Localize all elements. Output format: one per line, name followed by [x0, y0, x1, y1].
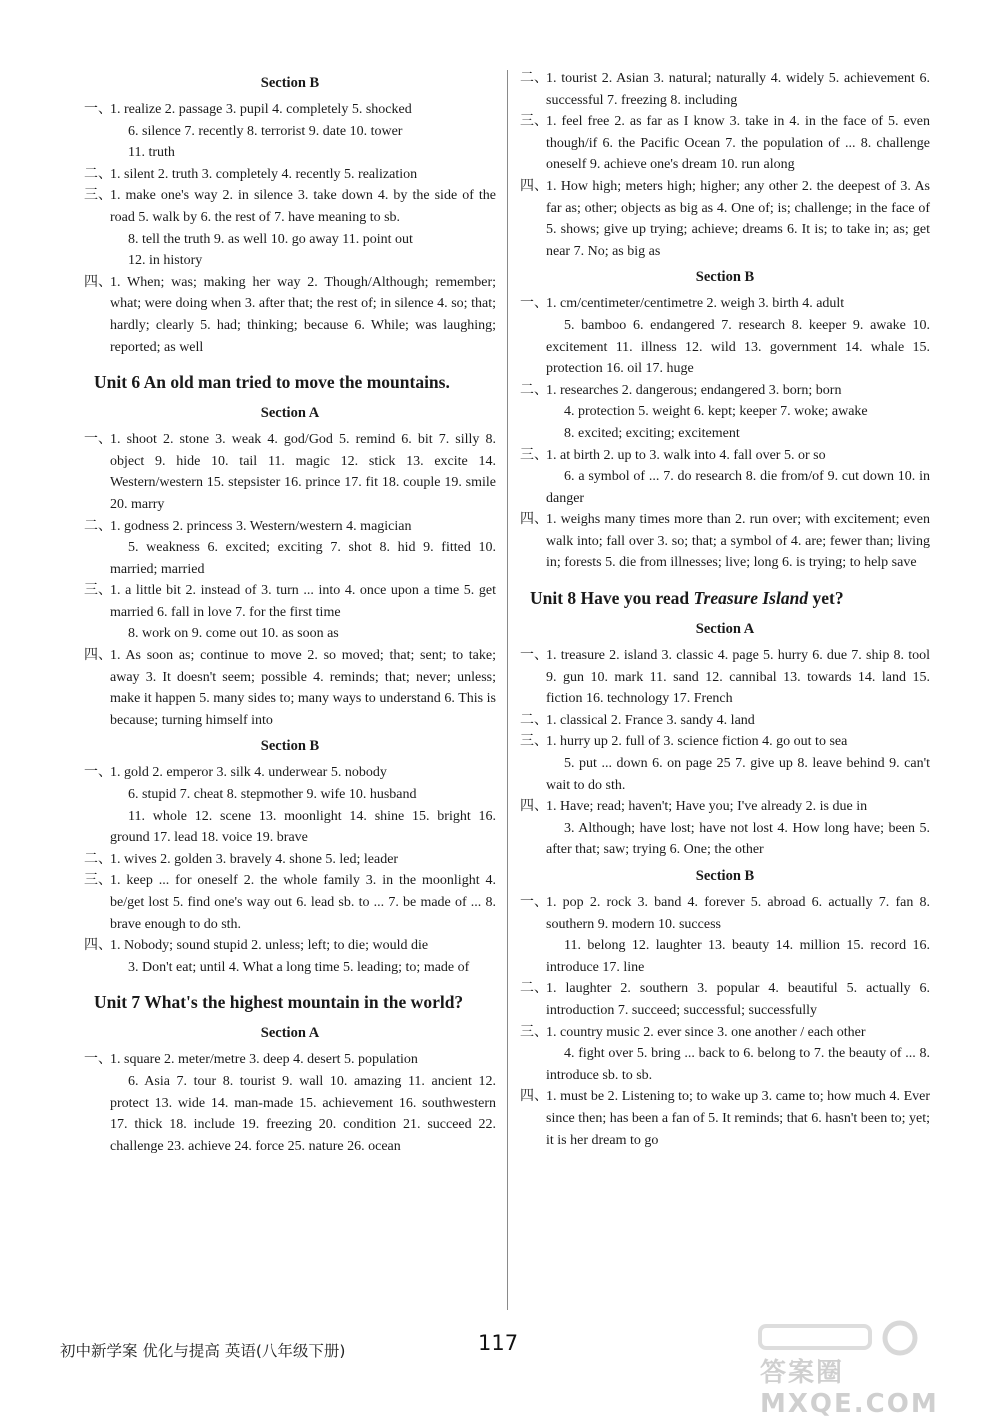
exercise-number: 二、 [520, 382, 548, 398]
answer-line: 1. shoot 2. stone 3. weak 4. god/God 5. remind 6. bit 7. silly 8. object 9. hide 10. tail 11. magic 12. stick 13. excite 14. Western/western 15. stepsister 16. prince 17. fit 18. couple 19. smile 20. marry [110, 432, 496, 512]
answer-line: 1. Have; read; haven't; Have you; I've already 2. is due in [546, 799, 868, 815]
answer-line: 8. excited; exciting; excitement [564, 425, 740, 441]
exercise-number: 三、 [84, 583, 112, 599]
exercise-number: 三、 [520, 447, 548, 463]
answer-line: 5. put ... down 6. on page 25 7. give up 8. leave behind 9. can't wait to do sth. [546, 756, 930, 793]
exercise-block [84, 516, 496, 581]
exercise-number: 四、 [84, 648, 112, 664]
answer-line: 6. silence 7. recently 8. terrorist 9. date 10. tower [128, 123, 403, 139]
answer-line: 1. weighs many times more than 2. run over; with excitement; even walk into; fall over 3. so; that; a symbol of 4. are; fewer than; living in; forests 5. die from illnesses; live; long 6. is trying; to help save [546, 512, 930, 571]
answer-line: 1. When; was; making her way 2. Though/Although; remember; what; were doing when 3. after that; the rest of; in silence 4. so; that; hardly; clearly 5. had; thinking; because 6. While; was laughing; reported; as well [110, 274, 496, 355]
exercise-block [520, 892, 930, 978]
section-heading: Section B [260, 738, 320, 755]
page-number: 117 [478, 1331, 519, 1355]
exercise-block [84, 99, 496, 164]
exercise-block [84, 1049, 496, 1157]
section-heading: Section A [260, 405, 320, 422]
answer-line: 6. stupid 7. cheat 8. stepmother 9. wife 10. husband [128, 787, 417, 803]
answer-line: 1. tourist 2. Asian 3. natural; naturally 4. widely 5. achievement 6. successful 7. freezing 8. including [546, 71, 930, 108]
answer-line: 1. wives 2. golden 3. bravely 4. shone 5. led; leader [110, 851, 399, 867]
unit-heading-part: yet? [808, 588, 844, 609]
book-title: 初中新学案 优化与提高 英语(八年级下册) [60, 1342, 346, 1360]
exercise-number: 四、 [84, 938, 112, 954]
section-heading: Section A [260, 1025, 320, 1042]
exercise-block [84, 849, 496, 871]
answer-line: 11. truth [128, 145, 175, 161]
answer-line: 1. How high; meters high; higher; any other 2. the deepest of 3. As far as; other; objects as big as 4. One of; is; challenge; in the face of 5. shows; give up trying; achieve; dreams 6. It is; to take in; as; get near 7. No; as big as [546, 178, 930, 259]
exercise-block [84, 645, 496, 731]
exercise-block [84, 762, 496, 848]
answer-line: 1. square 2. meter/metre 3. deep 4. desert 5. population [110, 1052, 418, 1068]
answer-line: 5. weakness 6. excited; exciting 7. shot 8. hid 9. fitted 10. married; married [110, 540, 496, 577]
exercise-block [520, 68, 930, 111]
answer-line: 1. classical 2. France 3. sandy 4. land [546, 712, 755, 728]
answer-line: 1. at birth 2. up to 3. walk into 4. fall over 5. or so [546, 447, 826, 463]
exercise-block [520, 1086, 930, 1151]
section-heading: Section B [695, 868, 755, 884]
exercise-number: 一、 [84, 432, 112, 448]
exercise-block [84, 429, 496, 515]
exercise-block [520, 710, 930, 732]
exercise-number: 一、 [520, 296, 548, 312]
exercise-block [520, 645, 930, 710]
exercise-block [520, 731, 930, 796]
watermark-text: 答案圈 MXQE.COM [760, 1358, 939, 1419]
exercise-number: 一、 [84, 102, 112, 117]
answer-line: 1. As soon as; continue to move 2. so moved; that; sent; to take; away 3. It doesn't seem; possible 4. reminds; that; never; unless; make it happen 5. many sides to; many ways to understand 6. This is because; turning himself into [110, 648, 496, 728]
unit-heading: Unit 7 What's the highest mountain in the world? [94, 992, 464, 1013]
answer-line: 1. cm/centimeter/centimetre 2. weigh 3. birth 4. adult [546, 296, 845, 312]
answer-line: 11. belong 12. laughter 13. beauty 14. million 15. record 16. introduce 17. line [546, 938, 930, 975]
exercise-block [520, 293, 930, 379]
answer-line: 1. hurry up 2. full of 3. science fiction 4. go out to sea [546, 734, 848, 750]
unit-heading-part: Unit 8 Have you read [530, 588, 694, 609]
exercise-block [520, 796, 930, 861]
answer-line: 4. fight over 5. bring ... back to 6. belong to 7. the beauty of ... 8. introduce sb. to sb. [546, 1046, 930, 1083]
exercise-number: 四、 [84, 274, 112, 290]
exercise-block [84, 164, 496, 186]
exercise-number: 二、 [84, 518, 112, 534]
exercise-block [84, 935, 496, 978]
exercise-block [520, 978, 930, 1021]
exercise-block [520, 176, 930, 262]
answer-line: 1. gold 2. emperor 3. silk 4. underwear 5. nobody [110, 765, 387, 781]
answer-line: 1. keep ... for oneself 2. the whole family 3. in the moonlight 4. be/get lost 5. find one's way out 6. lead sb. to ... 7. be made of ... 8. brave enough to do sth. [110, 873, 496, 932]
answer-line: 3. Although; have lost; have not lost 4. How long have; been 5. after that; saw; trying 6. One; the other [546, 820, 930, 858]
right-column [520, 68, 930, 1151]
exercise-block [520, 445, 930, 510]
exercise-block [520, 1022, 930, 1087]
exercise-number: 二、 [520, 712, 548, 728]
exercise-number: 二、 [84, 851, 112, 867]
unit-heading-book-title: Treasure Island [693, 588, 809, 609]
exercise-number: 三、 [84, 188, 112, 204]
exercise-block [520, 380, 930, 445]
answer-line: 1. godness 2. princess 3. Western/western 4. magician [110, 518, 412, 534]
section-heading: Section A [695, 621, 755, 638]
exercise-number: 三、 [520, 114, 548, 130]
answer-line: 4. protection 5. weight 6. kept; keeper 7. woke; awake [564, 404, 868, 420]
answer-line: 1. must be 2. Listening to; to wake up 3. came to; how much 4. Ever since then; has been a fan of 5. It reminds; that 6. hasn't been to; yet; it is her dream to go [546, 1089, 930, 1148]
exercise-block [84, 870, 496, 935]
exercise-number: 三、 [84, 873, 112, 889]
exercise-block [520, 509, 930, 574]
exercise-number: 二、 [84, 166, 112, 182]
answer-line: 12. in history [128, 253, 203, 269]
exercise-number: 四、 [520, 799, 548, 815]
exercise-number: 一、 [84, 1052, 112, 1068]
exercise-block [84, 580, 496, 645]
answer-line: 1. country music 2. ever since 3. one another / each other [546, 1024, 866, 1040]
answer-line: 1. make one's way 2. in silence 3. take down 4. by the side of the road 5. walk by 6. the rest of 7. have meaning to sb. [110, 188, 496, 225]
answer-line: 5. bamboo 6. endangered 7. research 8. keeper 9. awake 10. excitement 11. illness 12. wild 13. government 14. whale 15. protection 16. oil 17. huge [546, 317, 930, 377]
exercise-number: 一、 [520, 895, 548, 910]
exercise-number: 三、 [520, 1024, 548, 1040]
exercise-number: 四、 [520, 178, 548, 194]
answer-line: 1. Nobody; sound stupid 2. unless; left; to die; would die [110, 938, 429, 954]
answer-line: 1. researches 2. dangerous; endangered 3. born; born [546, 382, 842, 398]
unit-heading [530, 588, 930, 609]
answer-line: 1. pop 2. rock 3. band 4. forever 5. abroad 6. actually 7. fan 8. southern 9. modern 10. success [546, 895, 930, 932]
answer-line: 6. a symbol of ... 7. do research 8. die from/of 9. cut down 10. in danger [546, 469, 930, 506]
column-divider [507, 70, 508, 1310]
unit-heading: Unit 6 An old man tried to move the mountains. [94, 372, 450, 393]
exercise-number: 四、 [520, 512, 548, 528]
answer-line: 1. silent 2. truth 3. completely 4. recently 5. realization [110, 166, 418, 182]
answer-line: 1. feel free 2. as far as I know 3. take in 4. in the face of 5. even though/if 6. the Pacific Ocean 7. the population of ... 8. challenge oneself 9. achieve one's dream 10. run along [546, 114, 930, 173]
answer-line: 1. a little bit 2. instead of 3. turn ... into 4. once upon a time 5. get married 6. fall in love 7. for the first time [110, 583, 496, 620]
exercise-number: 四、 [520, 1089, 548, 1105]
exercise-block [84, 272, 496, 358]
exercise-number: 一、 [84, 765, 112, 781]
answer-line: 11. whole 12. scene 13. moonlight 14. shine 15. bright 16. ground 17. lead 18. voice 19. brave [110, 808, 496, 846]
exercise-number: 一、 [520, 648, 548, 664]
exercise-number: 二、 [520, 981, 548, 997]
section-heading: Section B [260, 75, 320, 91]
exercise-number: 二、 [520, 71, 548, 86]
answer-line: 8. tell the truth 9. as well 10. go away 11. point out [128, 231, 413, 247]
answer-line: 3. Don't eat; until 4. What a long time 5. leading; to; made of [128, 959, 470, 975]
answer-line: 1. treasure 2. island 3. classic 4. page 5. hurry 6. due 7. ship 8. tool 9. gun 10. mark 11. sand 12. cannibal 13. towards 14. land 15. fiction 16. technology 17. French [546, 648, 930, 707]
section-heading: Section B [695, 269, 755, 286]
left-column [84, 68, 496, 1157]
answer-line: 8. work on 9. come out 10. as soon as [128, 626, 339, 642]
exercise-number: 三、 [520, 734, 548, 750]
answer-line: 1. laughter 2. southern 3. popular 4. beautiful 5. actually 6. introduction 7. succeed; successful; successfully [546, 981, 930, 1018]
exercise-block [84, 185, 496, 271]
answer-line: 6. Asia 7. tour 8. tourist 9. wall 10. amazing 11. ancient 12. protect 13. wide 14. man-made 15. achievement 16. southwestern 17. thick 18. include 19. freezing 20. condition 21. succeed 22. challenge 23. achieve 24. force 25. nature 26. ocean [110, 1073, 496, 1154]
exercise-block [520, 111, 930, 176]
answer-line: 1. realize 2. passage 3. pupil 4. completely 5. shocked [110, 102, 412, 117]
